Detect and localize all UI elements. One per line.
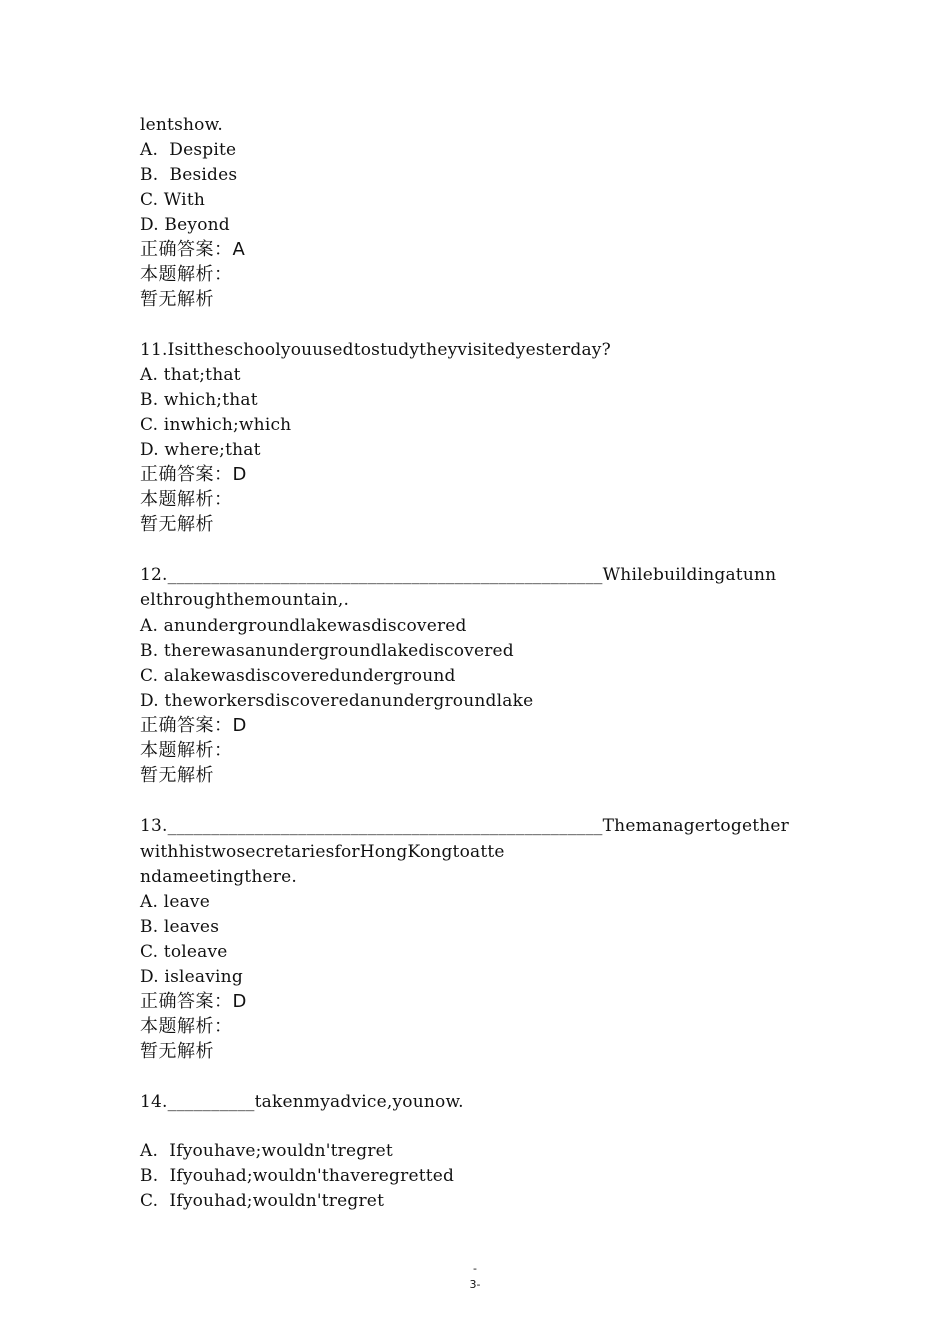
correct-answer: 正确答案：A [140,239,246,260]
option-a: A. that;that [140,365,241,385]
analysis-label: 本题解析： [140,1016,233,1037]
option-b: B. leaves [140,917,220,937]
correct-answer: 正确答案：D [140,715,247,736]
analysis-label: 本题解析： [140,264,233,285]
option-d: D. where;that [140,440,261,460]
option-b: B. Besides [140,165,238,185]
footer-dash: - [473,1262,477,1275]
option-c: C. With [140,190,206,210]
option-b: B. which;that [140,390,258,410]
option-c: C. toleave [140,942,228,962]
analysis-label: 本题解析： [140,740,233,761]
question-13: 13.__________________________________________________Themanagertogether [140,816,789,836]
option-a: A. leave [140,892,210,912]
option-b: B. Ifyouhad;wouldn'thaveregretted [140,1166,455,1186]
question-13-cont: ndameetingthere. [140,867,297,887]
option-a: A. Ifyouhave;wouldn'tregret [140,1141,393,1161]
option-d: D. theworkersdiscoveredanundergroundlake [140,691,534,711]
analysis-text: 暂无解析 [140,289,214,310]
analysis-text: 暂无解析 [140,1041,214,1062]
correct-answer: 正确答案：D [140,991,247,1012]
correct-answer: 正确答案：D [140,464,247,485]
question-12: 12.__________________________________________________Whilebuildingatunn [140,565,777,585]
option-c: C. inwhich;which [140,415,292,435]
option-d: D. Beyond [140,215,230,235]
question-11: 11.Isittheschoolyouusedtostudytheyvisitedyesterday? [140,340,611,360]
option-a: A. anundergroundlakewasdiscovered [140,616,467,636]
option-b: B. therewasanundergroundlakediscovered [140,641,514,661]
question-13-cont: withhistwosecretariesforHongKongtoatte [140,842,505,862]
page-number: 3- [469,1278,481,1291]
option-a: A. Despite [140,140,237,160]
question-12-cont: elthroughthemountain,. [140,590,350,610]
question-14: 14.__________takenmyadvice,younow. [140,1092,464,1112]
option-d: D. isleaving [140,967,243,987]
analysis-text: 暂无解析 [140,765,214,786]
analysis-label: 本题解析： [140,489,233,510]
option-c: C. alakewasdiscoveredunderground [140,666,456,686]
analysis-text: 暂无解析 [140,514,214,535]
text-line: lentshow. [140,115,223,135]
option-c: C. Ifyouhad;wouldn'tregret [140,1191,385,1211]
